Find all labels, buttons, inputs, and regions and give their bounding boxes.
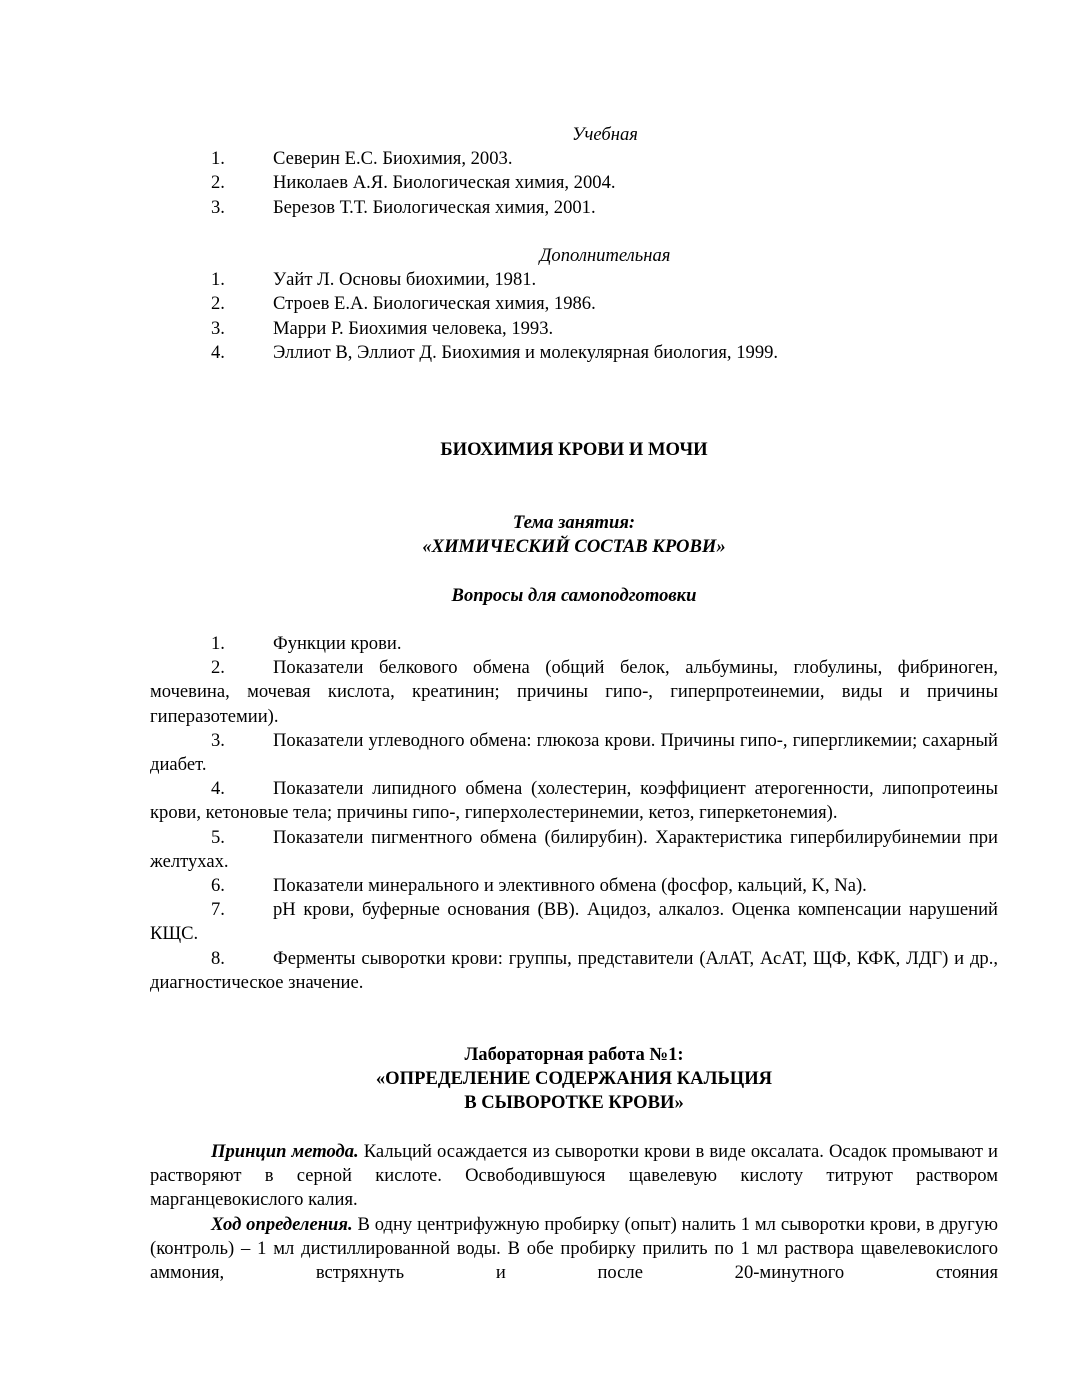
principle-paragraph bbox=[150, 1140, 998, 1213]
question-number: 3. bbox=[211, 729, 225, 751]
procedure-paragraph bbox=[150, 1213, 998, 1286]
question-number: 8. bbox=[211, 947, 225, 969]
list-number: 3. bbox=[211, 196, 225, 218]
literature-section bbox=[150, 123, 998, 220]
question-number: 5. bbox=[211, 826, 225, 848]
question-text: Функции крови. bbox=[273, 633, 402, 654]
list-item bbox=[150, 317, 998, 341]
lab-heading-block bbox=[150, 1043, 998, 1116]
question-item bbox=[150, 632, 998, 656]
extra-literature-list bbox=[150, 268, 998, 365]
list-item bbox=[150, 196, 998, 220]
question-item bbox=[150, 874, 998, 898]
question-number: 4. bbox=[211, 778, 225, 800]
principle-text: Кальций осаждается из сыворотки крови в виде оксалата. Осадок промывают и растворяют в серной кислоте. Освободившуюся щавелевую кислоту титруют раствором марганцевокислого калия. bbox=[150, 1141, 998, 1211]
extra-literature-title: Дополнительная bbox=[539, 245, 671, 266]
section-title: БИОХИМИЯ КРОВИ И МОЧИ bbox=[440, 439, 708, 460]
extra-literature-section bbox=[150, 244, 998, 365]
question-number: 6. bbox=[211, 875, 225, 897]
question-text: Показатели минерального и элективного обмена (фосфор, кальций, K, Na). bbox=[273, 875, 867, 897]
question-text: Показатели углеводного обмена: глюкоза крови. Причины гипо-, гипергликемии; сахарный диабет. bbox=[150, 729, 998, 776]
question-item bbox=[150, 729, 998, 777]
question-text: Показатели белкового обмена (общий белок, альбумины, глобулины, фибриноген, мочевина, мочевая кислота, креатинин; причины гипо-, гиперпротеинемии, виды и причины гиперазотемии). bbox=[150, 657, 998, 727]
question-number: 7. bbox=[211, 899, 225, 921]
list-text: Эллиот В, Эллиот Д. Биохимия и молекулярная биология, 1999. bbox=[273, 341, 779, 363]
lab-title-line1: «ОПРЕДЕЛЕНИЕ СОДЕРЖАНИЯ КАЛЬЦИЯ bbox=[375, 1068, 773, 1090]
topic-label: Тема занятия: bbox=[512, 512, 636, 533]
question-text: Показатели пигментного обмена (билирубин). Характеристика гипербилирубинемии при желтухах. bbox=[150, 826, 998, 872]
question-text: Ферменты сыворотки крови: группы, представители (АлАТ, АсАТ, ЩФ, КФК, ЛДГ) и др., диагностическое значение. bbox=[150, 947, 998, 993]
topic-block bbox=[150, 511, 998, 559]
list-item bbox=[150, 147, 998, 171]
list-number: 3. bbox=[211, 317, 225, 339]
list-text: Уайт Л. Основы биохимии, 1981. bbox=[273, 269, 537, 291]
lab-title-line2: В СЫВОРОТКЕ КРОВИ» bbox=[464, 1092, 684, 1114]
list-item bbox=[150, 268, 998, 292]
list-item bbox=[150, 292, 998, 316]
procedure-label: Ход определения. bbox=[211, 1213, 353, 1235]
list-item bbox=[150, 171, 998, 195]
list-number: 1. bbox=[211, 148, 225, 170]
lab-body bbox=[150, 1140, 998, 1285]
questions-list bbox=[150, 632, 998, 995]
list-text: Северин Е.С. Биохимия, 2003. bbox=[273, 148, 513, 170]
list-number: 1. bbox=[211, 269, 225, 291]
question-text: рН крови, буферные основания (ВВ). Ацидоз, алкалоз. Оценка компенсации нарушений КЩС. bbox=[150, 899, 998, 945]
question-number: 1. bbox=[211, 633, 225, 654]
list-number: 2. bbox=[211, 293, 225, 315]
question-text: Показатели липидного обмена (холестерин, коэффициент атерогенности, липопротеины крови, кетоновые тела; причины гипо-, гиперхолестеринемии, кетоз, гиперкетонемия). bbox=[150, 778, 998, 824]
question-item bbox=[150, 777, 998, 825]
basic-literature-title: Учебная bbox=[572, 124, 638, 145]
basic-literature-list bbox=[150, 147, 998, 220]
topic-title: «ХИМИЧЕСКИЙ СОСТАВ КРОВИ» bbox=[422, 536, 726, 558]
principle-label: Принцип метода. bbox=[211, 1141, 359, 1162]
list-text: Николаев А.Я. Биологическая химия, 2004. bbox=[273, 172, 616, 194]
question-item bbox=[150, 898, 998, 946]
question-number: 2. bbox=[211, 657, 225, 679]
list-item bbox=[150, 341, 998, 365]
procedure-text: В одну центрифужную пробирку (опыт) налить 1 мл сыворотки крови, в другую (контроль) – 1 мл дистиллированной воды. В обе пробирку прилить по 1 мл раствора щавелевокислого аммония, встряхнуть и после 20-минутного стояния bbox=[150, 1213, 998, 1284]
lab-label: Лабораторная работа №1: bbox=[464, 1044, 684, 1065]
question-item bbox=[150, 656, 998, 729]
questions-heading: Вопросы для самоподготовки bbox=[451, 585, 697, 606]
list-text: Березов Т.Т. Биологическая химия, 2001. bbox=[273, 196, 596, 218]
list-text: Марри Р. Биохимия человека, 1993. bbox=[273, 317, 554, 339]
question-item bbox=[150, 826, 998, 874]
list-text: Строев Е.А. Биологическая химия, 1986. bbox=[273, 293, 596, 315]
question-item bbox=[150, 947, 998, 995]
list-number: 2. bbox=[211, 172, 225, 194]
list-number: 4. bbox=[211, 341, 225, 363]
